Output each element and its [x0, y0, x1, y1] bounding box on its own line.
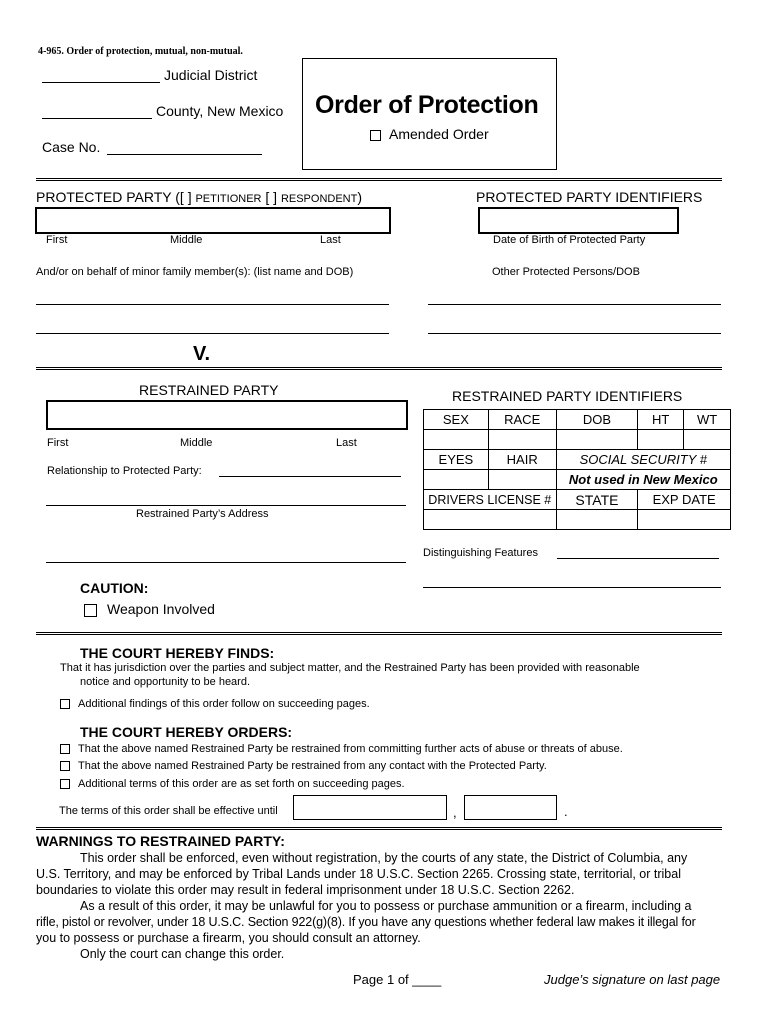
state-header: STATE — [556, 490, 638, 510]
ssn-header: SOCIAL SECURITY # — [556, 450, 730, 470]
sex-field[interactable] — [424, 430, 489, 450]
order-2-label: That the above named Restrained Party be restrained from any contact with the Protected Party. — [78, 760, 547, 772]
case-no-blank[interactable] — [107, 154, 262, 155]
warnings-heading: WARNINGS TO RESTRAINED PARTY: — [36, 833, 285, 849]
order-1-label: That the above named Restrained Party be restrained from committing further acts of abuse or threats of abuse. — [78, 743, 623, 755]
judge-signature-note: Judge’s signature on last page — [544, 972, 721, 987]
amended-order-option[interactable] — [370, 126, 489, 142]
order-item-2[interactable] — [60, 760, 547, 772]
restrained-last-label: Last — [336, 437, 357, 449]
caution-heading: CAUTION: — [80, 580, 149, 596]
other-persons-label: Other Protected Persons/DOB — [492, 266, 640, 278]
exp-date-header: EXP DATE — [638, 490, 731, 510]
order-3-label: Additional terms of this order are as set forth on succeeding pages. — [78, 778, 405, 790]
order-item-1[interactable] — [60, 743, 623, 755]
respondent-option[interactable]: RESPONDENT — [280, 193, 358, 205]
order-3-checkbox[interactable] — [60, 779, 70, 789]
effective-date-field[interactable] — [293, 795, 447, 820]
minor-line-2[interactable] — [36, 333, 389, 334]
versus-divider — [36, 367, 722, 370]
warning-p2-line1: As a result of this order, it may be unlawful for you to possess or purchase ammunition or a firearm, including a — [80, 899, 692, 913]
page-number: Page 1 of ____ — [353, 972, 442, 987]
county-label: County, New Mexico — [156, 103, 284, 119]
restrained-identifiers-table — [423, 409, 731, 530]
protected-heading-mid: [ ] — [261, 189, 281, 205]
race-field[interactable] — [488, 430, 556, 450]
county-blank[interactable] — [42, 118, 152, 119]
relationship-blank[interactable] — [219, 476, 401, 477]
section-divider — [36, 178, 722, 181]
effective-comma: , — [453, 805, 457, 820]
ht-header: HT — [638, 410, 684, 430]
protected-name-field[interactable] — [35, 207, 391, 234]
address-label: Restrained Party’s Address — [136, 508, 269, 520]
address-line[interactable] — [46, 505, 406, 506]
exp-date-field[interactable] — [638, 510, 731, 530]
distinguishing-features-blank[interactable] — [557, 558, 719, 559]
hair-field[interactable] — [488, 470, 556, 490]
sex-header: SEX — [424, 410, 489, 430]
restrained-middle-label: Middle — [180, 437, 213, 449]
ht-field[interactable] — [638, 430, 684, 450]
warning-p2-line3: you to possess or purchase a firearm, you should consult an attorney. — [36, 931, 421, 945]
amended-checkbox[interactable] — [370, 130, 381, 141]
restrained-identifiers-heading: RESTRAINED PARTY IDENTIFIERS — [452, 388, 683, 404]
restrained-party-heading: RESTRAINED PARTY — [139, 382, 279, 398]
warnings-divider — [36, 827, 722, 830]
protected-heading-pre: PROTECTED PARTY ([ ] — [36, 189, 196, 205]
findings-text-1: That it has jurisdiction over the parties and subject matter, and the Restrained Party has been provided with reasonable — [60, 662, 640, 674]
findings-heading: THE COURT HEREBY FINDS: — [80, 645, 275, 661]
restrained-first-label: First — [47, 437, 69, 449]
judicial-district-blank[interactable] — [42, 82, 160, 83]
eyes-field[interactable] — [424, 470, 489, 490]
minor-line-1[interactable] — [36, 304, 389, 305]
relationship-label: Relationship to Protected Party: — [47, 465, 202, 477]
effective-until-label: The terms of this order shall be effective until — [59, 805, 278, 817]
restrained-name-field[interactable] — [46, 400, 408, 430]
case-no-label: Case No. — [42, 139, 101, 155]
distinguishing-features-label: Distinguishing Features — [423, 547, 538, 559]
protected-middle-label: Middle — [170, 234, 203, 246]
address-line-2[interactable] — [46, 562, 406, 563]
protected-party-heading — [36, 189, 362, 205]
protected-identifiers-heading: PROTECTED PARTY IDENTIFIERS — [476, 189, 703, 205]
order-1-checkbox[interactable] — [60, 744, 70, 754]
findings-text-2: notice and opportunity to be heard. — [80, 676, 251, 688]
protected-last-label: Last — [320, 234, 341, 246]
weapon-checkbox[interactable] — [84, 604, 97, 617]
order-2-checkbox[interactable] — [60, 761, 70, 771]
protected-heading-post: ) — [357, 189, 363, 205]
weapon-label: Weapon Involved — [107, 601, 215, 617]
dob-field[interactable] — [556, 430, 638, 450]
distinguishing-features-line-2[interactable] — [423, 587, 721, 588]
effective-period: . — [564, 804, 568, 819]
warning-p1-line2: U.S. Territory, and may be enforced by Tribal Lands under 18 U.S.C. Section 2265. Crossing state, territorial, or tribal — [36, 867, 681, 881]
additional-findings-label: Additional findings of this order follow on succeeding pages. — [78, 698, 370, 710]
judicial-district-label: Judicial District — [164, 67, 258, 83]
protected-dob-label: Date of Birth of Protected Party — [493, 234, 646, 246]
protected-first-label: First — [46, 234, 68, 246]
effective-year-field[interactable] — [464, 795, 557, 820]
eyes-header: EYES — [424, 450, 489, 470]
race-header: RACE — [488, 410, 556, 430]
orders-heading: THE COURT HEREBY ORDERS: — [80, 724, 293, 740]
wt-field[interactable] — [684, 430, 731, 450]
wt-header: WT — [684, 410, 731, 430]
other-persons-line-1[interactable] — [428, 304, 721, 305]
hair-header: HAIR — [488, 450, 556, 470]
protected-dob-field[interactable] — [478, 207, 679, 234]
warning-p2-line2: rifle, pistol or revolver, under 18 U.S.C. Section 922(g)(8). If you have any questions whether federal law makes it illegal for — [36, 915, 696, 929]
page-title: Order of Protection — [315, 91, 539, 119]
versus-label: V. — [193, 343, 211, 365]
drivers-license-field[interactable] — [424, 510, 557, 530]
petitioner-option[interactable]: PETITIONER — [195, 193, 262, 205]
minor-family-note: And/or on behalf of minor family member(s): (list name and DOB) — [36, 266, 354, 278]
state-field[interactable] — [556, 510, 638, 530]
dob-header: DOB — [556, 410, 638, 430]
amended-label: Amended Order — [389, 126, 489, 142]
warning-p1-line3: boundaries to violate this order may result in federal imprisonment under 18 U.S.C. Section 2262. — [36, 883, 575, 897]
ssn-note: Not used in New Mexico — [556, 470, 730, 490]
additional-findings-option[interactable] — [60, 698, 370, 710]
order-item-3[interactable] — [60, 778, 405, 790]
additional-findings-checkbox[interactable] — [60, 699, 70, 709]
findings-divider — [36, 632, 722, 635]
form-reference: 4-965. Order of protection, mutual, non-mutual. — [38, 46, 243, 57]
drivers-license-header: DRIVERS LICENSE # — [424, 490, 557, 510]
weapon-involved-option[interactable] — [84, 601, 215, 617]
warning-p1-line1: This order shall be enforced, even without registration, by the courts of any state, the District of Columbia, any — [80, 851, 688, 865]
warning-p3: Only the court can change this order. — [80, 947, 285, 961]
other-persons-line-2[interactable] — [428, 333, 721, 334]
